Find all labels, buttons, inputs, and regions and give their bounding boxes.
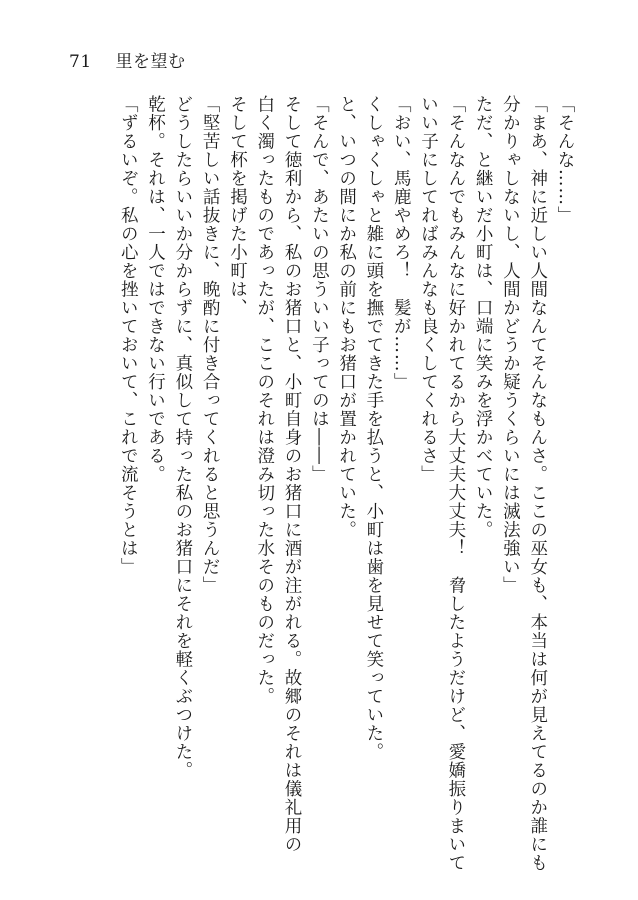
text-line: 「堅苦しい話抜きに、晩酌に付き合ってくれると思うんだ」 [200,95,221,595]
text-line: そして徳利から、私のお猪口と、小町自身のお猪口に酒が注がれる。故郷のそれは儀礼用の [282,95,303,854]
page-header [69,47,186,72]
page-number: 71 [69,52,92,72]
text-line: いい子にしてればみんなも良くしてくれるさ」 [418,95,439,484]
body-text [114,95,578,875]
chapter-title: 里を望む [115,52,186,72]
text-line: 白く濁ったものであったが、ここのそれは澄み切った水そのものだった。 [254,95,275,706]
text-line: 「ずるいぞ。私の心を挫いておいて、これで流そうとは」 [118,95,139,576]
text-line: 「おい、馬鹿やめろ！ 髪が……」 [391,95,412,391]
text-line: 「そんで、あたいの思ういい子ってのは――」 [309,95,330,484]
text-line: 「そんなんでもみんなに好かれてるから大丈夫大丈夫！ 脅したようだけど、愛嬌振りまいて [445,95,466,872]
text-line: どうしたらいいか分からずに、真似して持った私のお猪口にそれを軽くぶつけた。 [172,95,193,780]
text-line: と、いつの間にか私の前にもお猪口が置かれていた。 [336,95,357,539]
text-line: くしゃくしゃと雑に頭を撫でてきた手を払うと、小町は歯を見せて笑っていた。 [363,95,384,761]
text-line: 「まあ、神に近しい人間なんてそんなもんさ。ここの巫女も、本当は何が見えてるのか誰にも [527,95,548,872]
text-line: 乾杯。それは、一人ではできない行いである。 [145,95,166,484]
text-line: 分かりゃしないし、人間かどうか疑うくらいには滅法強い」 [500,95,521,595]
text-line: そして杯を掲げた小町は、 [227,95,248,317]
text-line: 「そんな……」 [555,95,575,225]
text-line: ただ、と継いだ小町は、口端に笑みを浮かべていた。 [473,95,494,539]
